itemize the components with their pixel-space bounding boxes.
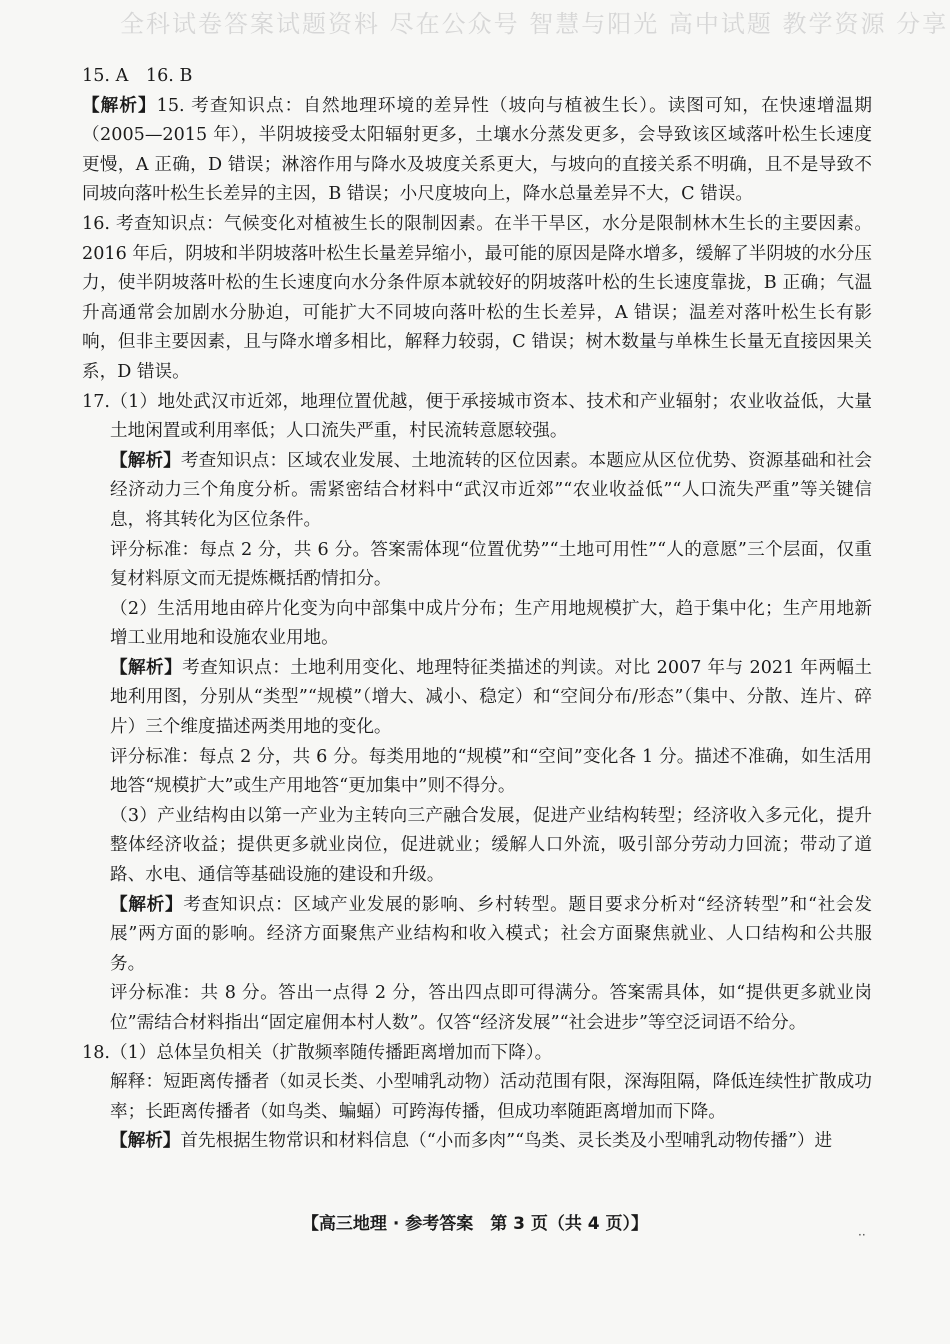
- paragraph: [82, 802, 872, 891]
- paragraph: [82, 92, 872, 210]
- paragraph-text: （3）产业结构由以第一产业为主转向三产融合发展，促进产业结构转型；经济收入多元化，提升整体经济收益；提供更多就业岗位，促进就业；缓解人口外流，吸引部分劳动力回流；带动了道路、水电、通信等基础设施的建设和升级。: [110, 805, 872, 886]
- paragraph: [82, 1127, 872, 1157]
- paragraph: [82, 1068, 872, 1127]
- paragraph: [82, 654, 872, 743]
- paragraph: [82, 595, 872, 654]
- analysis-tag: 【解析】: [82, 95, 157, 116]
- paragraph-text: 15. 考查知识点：自然地理环境的差异性（坡向与植被生长）。读图可知，在快速增温期（2005—2015 年），半阴坡接受太阳辐射更多，土壤水分蒸发更多，会导致该区域落叶松生长速度更慢，A 正确，D 错误；淋溶作用与降水及坡度关系更大，与坡向的直接关系不明确，且不是导致不同坡向落叶松生长差异的主因，B 错误；小尺度坡向上，降水总量差异不大，C 错误。: [82, 95, 872, 205]
- paragraph-text: 评分标准：每点 2 分，共 6 分。答案需体现“位置优势”“土地可用性”“人的意愿”三个层面，仅重复材料原文而无提炼概括酌情扣分。: [110, 539, 872, 590]
- paragraph: [82, 388, 872, 447]
- faded-header-text: 全科试卷答案试题资料 尽在公众号 智慧与阳光 高中试题 教学资源 分享: [120, 10, 949, 38]
- paragraph-text: 评分标准：共 8 分。答出一点得 2 分，答出四点即可得满分。答案需具体，如“提供更多就业岗位”需结合材料指出“固定雇佣本村人数”。仅答“经济发展”“社会进步”等空泛词语不给分。: [110, 983, 872, 1033]
- analysis-tag: 【解析】: [110, 894, 184, 915]
- paragraph-text: （2）生活用地由碎片化变为向中部集中成片分布；生产用地规模扩大，趋于集中化；生产用地新增工业用地和设施农业用地。: [110, 598, 872, 649]
- answers-line: 15. A 16. B: [82, 66, 193, 86]
- paragraph: [82, 891, 872, 980]
- page-footer: 【高三地理 · 参考答案 第 3 页（共 4 页）】: [301, 1214, 649, 1234]
- paragraph: [82, 210, 872, 388]
- paragraph-text: 17.（1）地处武汉市近郊，地理位置优越，便于承接城市资本、技术和产业辐射；农业收益低，大量土地闲置或利用率低；人口流失严重，村民流转意愿较强。: [82, 391, 872, 442]
- analysis-tag: 【解析】: [110, 1131, 181, 1152]
- paragraph-text: 解释：短距离传播者（如灵长类、小型哺乳动物）活动范围有限，深海阻隔，降低连续性扩散成功率；长距离传播者（如鸟类、蝙蝠）可跨海传播，但成功率随距离增加而下降。: [110, 1072, 872, 1122]
- paragraph: [82, 536, 872, 595]
- paragraph-text: 18.（1）总体呈负相关（扩散频率随传播距离增加而下降）。: [82, 1042, 553, 1063]
- paragraph-text: 首先根据生物常识和材料信息（“小而多肉”“鸟类、灵长类及小型哺乳动物传播”）进: [180, 1131, 833, 1152]
- corner-mark: ··: [858, 1228, 866, 1242]
- paragraph: [82, 743, 872, 802]
- analysis-tag: 【解析】: [110, 657, 183, 678]
- paragraph-text: 16. 考查知识点：气候变化对植被生长的限制因素。在半干旱区，水分是限制林木生长的主要因素。2016 年后，阴坡和半阴坡落叶松生长量差异缩小，最可能的原因是降水增多，缓解了半阴坡的水分压力，使半阴坡落叶松的生长速度向水分条件原本就较好的阴坡落叶松的生长速度靠拢，B 正确；气温升高通常会加剧水分胁迫，可能扩大不同坡向落叶松的生长差异，A 错误；温差对落叶松生长有影响，但非主要因素，且与降水增多相比，解释力较弱，C 错误；树木数量与单株生长量无直接因果关系，D 错误。: [82, 213, 872, 382]
- paragraph-text: 考查知识点：区域农业发展、土地流转的区位因素。本题应从区位优势、资源基础和社会经济动力三个角度分析。需紧密结合材料中“武汉市近郊”“农业收益低”“人口流失严重”等关键信息，将其转化为区位条件。: [110, 450, 872, 530]
- paragraph-text: 考查知识点：土地利用变化、地理特征类描述的判读。对比 2007 年与 2021 年两幅土地利用图，分别从“类型”“规模”（增大、减小、稳定）和“空间分布/形态”（集中、分散、连片、碎片）三个维度描述两类用地的变化。: [110, 657, 872, 738]
- paragraph: [82, 1039, 872, 1069]
- paragraph: [82, 447, 872, 536]
- analysis-tag: 【解析】: [110, 450, 181, 471]
- paragraph-text: 评分标准：每点 2 分，共 6 分。每类用地的“规模”和“空间”变化各 1 分。描述不准确，如生活用地答“规模扩大”或生产用地答“更加集中”则不得分。: [110, 746, 872, 797]
- paragraph-text: 考查知识点：区域产业发展的影响、乡村转型。题目要求分析对“经济转型”和“社会发展”两方面的影响。经济方面聚焦产业结构和收入模式；社会方面聚焦就业、人口结构和公共服务。: [110, 894, 872, 974]
- answer-content: [82, 62, 872, 1157]
- paragraph: [82, 979, 872, 1038]
